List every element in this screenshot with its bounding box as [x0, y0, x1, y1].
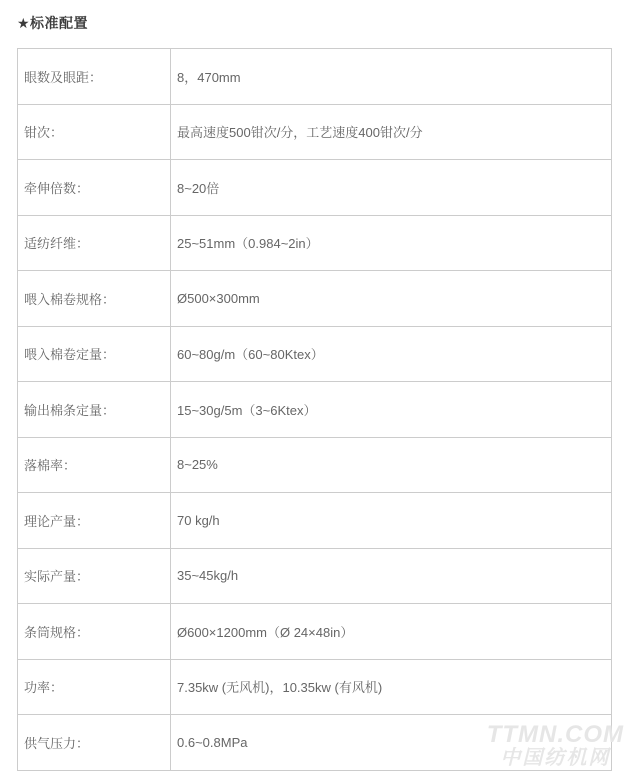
spec-label: 喂入棉卷规格：: [18, 271, 171, 327]
spec-label: 条筒规格：: [18, 604, 171, 660]
table-row: [18, 215, 612, 271]
spec-value: 7.35kw (无风机)，10.35kw (有风机): [171, 659, 612, 715]
table-row: [18, 659, 612, 715]
spec-label: 适纺纤维：: [18, 215, 171, 271]
spec-value: Ø500×300mm: [171, 271, 612, 327]
spec-table: [17, 48, 612, 771]
table-row: [18, 715, 612, 771]
spec-label: 理论产量：: [18, 493, 171, 549]
spec-value: 35~45kg/h: [171, 548, 612, 604]
spec-label: 喂入棉卷定量：: [18, 326, 171, 382]
page-title: ★标准配置: [17, 15, 89, 31]
spec-value: 25~51mm（0.984~2in）: [171, 215, 612, 271]
table-row: [18, 271, 612, 327]
spec-value: 8~20倍: [171, 160, 612, 216]
table-row: [18, 604, 612, 660]
spec-value: 0.6~0.8MPa: [171, 715, 612, 771]
spec-label: 眼数及眼距：: [18, 49, 171, 105]
spec-label: 功率：: [18, 659, 171, 715]
table-row: [18, 548, 612, 604]
spec-value: 8~25%: [171, 437, 612, 493]
spec-value: 8，470mm: [171, 49, 612, 105]
spec-value: 最高速度500钳次/分，工艺速度400钳次/分: [171, 104, 612, 160]
spec-value: Ø600×1200mm（Ø 24×48in）: [171, 604, 612, 660]
spec-value: 15~30g/5m（3~6Ktex）: [171, 382, 612, 438]
spec-value: 60~80g/m（60~80Ktex）: [171, 326, 612, 382]
spec-label: 钳次：: [18, 104, 171, 160]
spec-label: 实际产量：: [18, 548, 171, 604]
spec-label: 供气压力：: [18, 715, 171, 771]
table-row: [18, 382, 612, 438]
watermark-site-name: TTMN.COM: [486, 721, 624, 748]
table-row: [18, 104, 612, 160]
spec-label: 牵伸倍数：: [18, 160, 171, 216]
spec-label: 输出棉条定量：: [18, 382, 171, 438]
table-row: [18, 493, 612, 549]
table-row: [18, 49, 612, 105]
watermark-site-name-cn: 中国纺机网: [500, 747, 611, 769]
spec-value: 70 kg/h: [171, 493, 612, 549]
spec-label: 落棉率：: [18, 437, 171, 493]
table-row: [18, 437, 612, 493]
table-row: [18, 326, 612, 382]
table-row: [18, 160, 612, 216]
